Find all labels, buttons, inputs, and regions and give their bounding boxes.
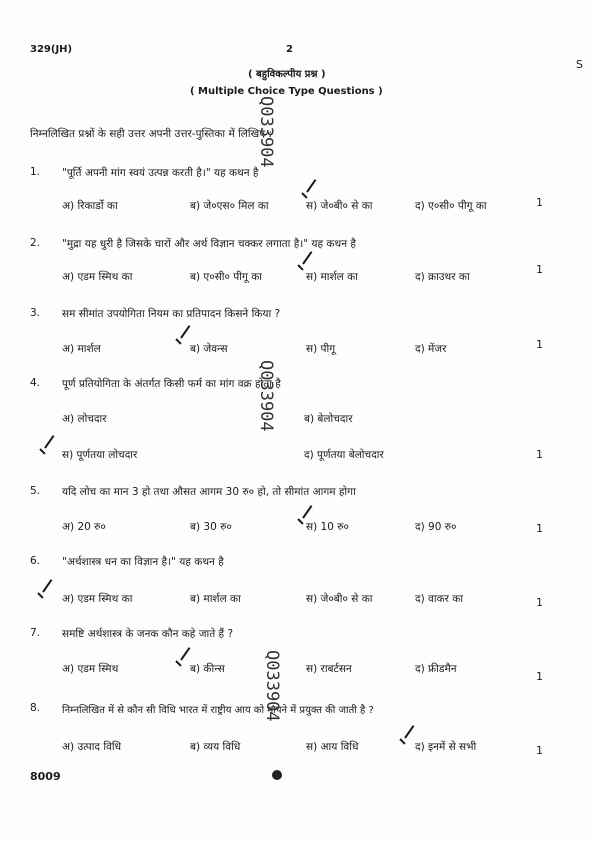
q7-option-a: अ) एडम स्मिथ [62,663,119,675]
q2-option-d: द) क्राउथर का [415,271,470,283]
footer-code: 8009 [30,770,61,783]
q4-marks: 1 [536,448,543,461]
q6-option-d: द) वाकर का [415,593,464,605]
watermark-2: Q033904 [256,360,276,432]
q5-marks: 1 [536,522,543,535]
question-3-text: सम सीमांत उपयोगिता नियम का प्रतिपादन किसने किया ? [62,308,281,320]
q6-marks: 1 [536,596,543,609]
q5-option-a: अ) 20 रु० [62,521,106,533]
q7-option-d: द) फ्रीडमैन [415,663,457,675]
page-number: 2 [286,44,293,55]
question-1-number: 1. [30,166,41,178]
answer-tick-icon [298,256,316,268]
q7-option-c: स) राबर्टसन [306,663,352,675]
q1-option-b: ब) जे०एस० मिल का [190,200,269,212]
answer-tick-icon [176,330,194,342]
q1-option-a: अ) रिकार्डो का [62,200,118,212]
q4-option-d: द) पूर्णतया बेलोचदार [304,449,384,461]
question-2-number: 2. [30,237,41,249]
question-4-number: 4. [30,377,41,389]
section-title-english: ( Multiple Choice Type Questions ) [190,86,383,97]
q4-option-c: स) पूर्णतया लोचदार [62,449,138,461]
answer-tick-icon [40,440,58,452]
answer-tick-icon [38,584,56,596]
q8-option-a: अ) उत्पाद विधि [62,741,122,753]
q8-option-c: स) आय विधि [306,741,359,753]
q2-option-c: स) मार्शल का [306,271,358,283]
question-7-number: 7. [30,627,41,639]
q2-marks: 1 [536,263,543,276]
corner-mark: S [576,58,583,71]
q3-option-d: द) मेंजर [415,343,447,355]
question-8-number: 8. [30,702,41,714]
q5-option-c: स) 10 रु० [306,521,349,533]
q8-marks: 1 [536,744,543,757]
question-2-text: "मुद्रा यह धुरी है जिसके चारों और अर्थ विज्ञान चक्कर लगाता है।" यह कथन है [62,238,356,250]
question-6-text: "अर्थशास्त्र धन का विज्ञान है।" यह कथन है [62,556,224,568]
q7-marks: 1 [536,670,543,683]
q1-option-c: स) जे०बी० से का [306,200,373,212]
paper-code: 329(JH) [30,44,73,55]
section-title-hindi: ( बहुविकल्पीय प्रश्न ) [248,69,326,80]
q6-option-b: ब) मार्शल का [190,593,241,605]
instruction: निम्नलिखित प्रश्नों के सही उत्तर अपनी उत्तर-पुस्तिका में लिखिए : [30,128,272,140]
question-3-number: 3. [30,307,41,319]
q6-option-c: स) जे०बी० से का [306,593,373,605]
punch-hole-icon [272,770,282,780]
watermark-1: Q033904 [256,96,276,168]
question-1-text: "पूर्ति अपनी मांग स्वयं उत्पन्न करती है।" यह कथन है [62,167,259,179]
q3-option-a: अ) मार्शल [62,343,101,355]
question-7-text: समष्टि अर्थशास्त्र के जनक कौन कहे जाते हैं ? [62,628,234,640]
q1-marks: 1 [536,196,543,209]
q2-option-a: अ) एडम स्मिथ का [62,271,133,283]
q5-option-b: ब) 30 रु० [190,521,232,533]
q2-option-b: ब) ए०सी० पीगू का [190,271,263,283]
q4-option-b: ब) बेलोचदार [304,413,353,425]
q1-option-d: द) ए०सी० पीगू का [415,200,487,212]
question-8-text: निम्नलिखित में से कौन सी विधि भारत में राष्ट्रीय आय को मापने में प्रयुक्त की जाती है ? [62,705,374,716]
answer-tick-icon [302,184,320,196]
question-6-number: 6. [30,555,41,567]
q7-option-b: ब) कीन्स [190,663,225,675]
answer-tick-icon [298,510,316,522]
q3-marks: 1 [536,338,543,351]
answer-tick-icon [400,730,418,742]
q3-option-c: स) पीगू [306,343,336,355]
question-5-text: यदि लोच का मान 3 हो तथा औसत आगम 30 रु० हो, तो सीमांत आगम होगा [62,486,356,498]
question-4-text: पूर्ण प्रतियोगिता के अंतर्गत किसी फर्म का मांग वक्र होता है [62,378,281,390]
question-5-number: 5. [30,485,41,497]
answer-tick-icon [176,652,194,664]
q3-option-b: ब) जेवन्स [190,343,228,355]
q6-option-a: अ) एडम स्मिथ का [62,593,133,605]
q8-option-b: ब) व्यय विधि [190,741,241,753]
q4-option-a: अ) लोचदार [62,413,107,425]
q8-option-d: द) इनमें से सभी [415,741,477,753]
q5-option-d: द) 90 रु० [415,521,457,533]
watermark-3: Q033904 [262,650,282,722]
